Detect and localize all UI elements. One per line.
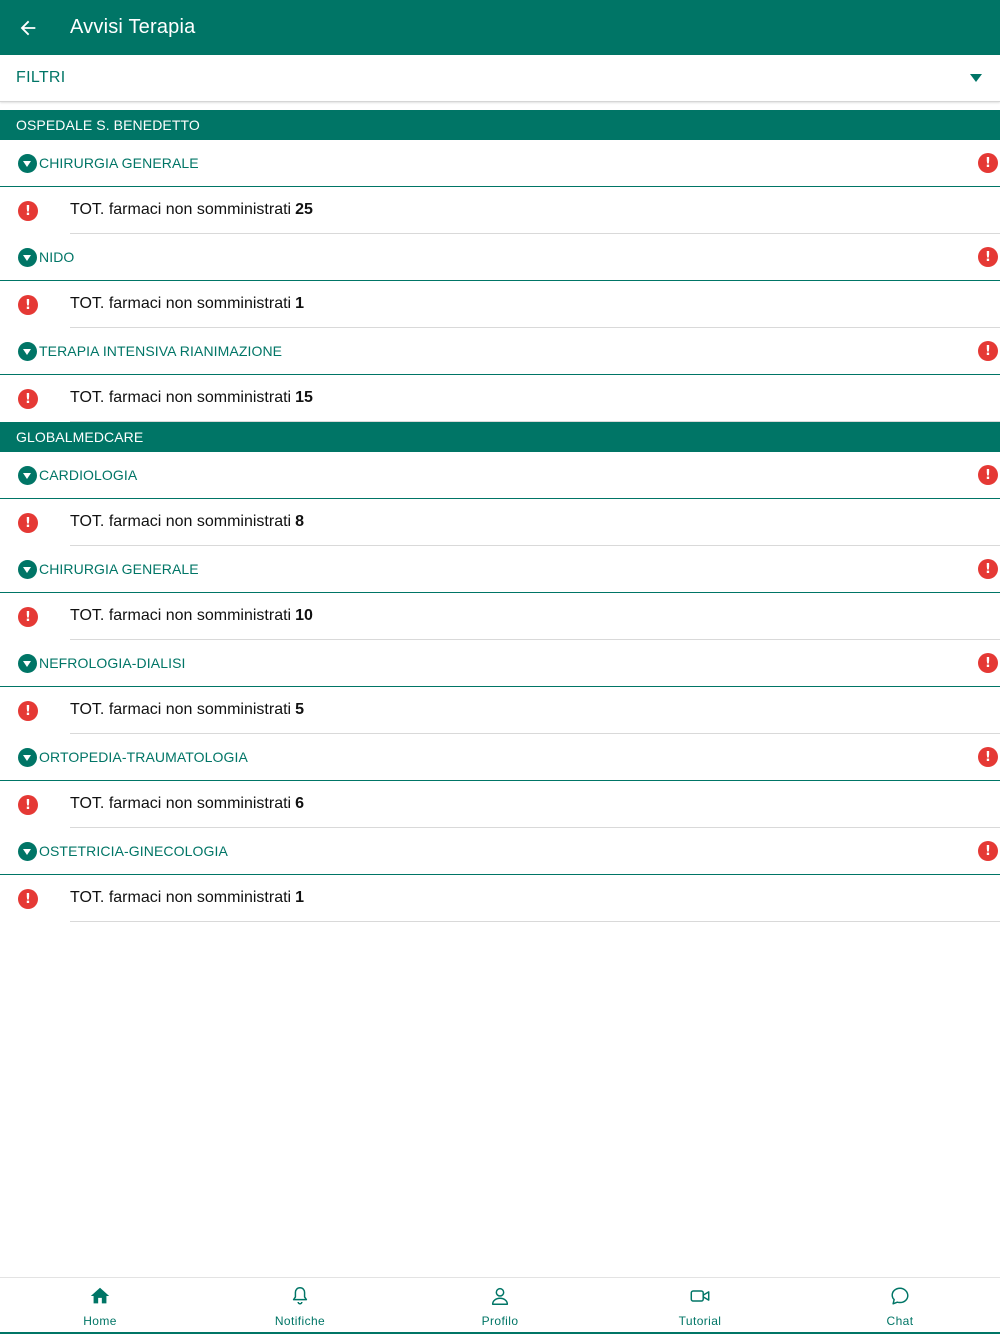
tab-label: Home	[83, 1313, 117, 1328]
tab-chat[interactable]	[800, 1278, 1000, 1332]
user-icon	[489, 1285, 511, 1312]
department-label-group	[18, 342, 282, 361]
missed-doses-count: 15	[295, 389, 313, 406]
expand-icon[interactable]	[18, 154, 37, 173]
tab-notifiche[interactable]	[200, 1278, 400, 1332]
alert-icon: !	[18, 513, 38, 533]
section-header: GLOBALMEDCARE	[0, 422, 1000, 452]
missed-doses-text	[70, 375, 1000, 422]
department-name: CHIRURGIA GENERALE	[39, 561, 199, 577]
alert-icon: !	[18, 607, 38, 627]
filters-label: FILTRI	[16, 69, 66, 86]
department-name: CARDIOLOGIA	[39, 467, 138, 483]
expand-icon[interactable]	[18, 842, 37, 861]
expand-icon[interactable]	[18, 466, 37, 485]
missed-doses-row[interactable]	[0, 281, 1000, 328]
department-row[interactable]	[0, 140, 1000, 187]
alert-icon: !	[978, 247, 998, 267]
alert-icon: !	[978, 153, 998, 173]
tab-label: Chat	[886, 1313, 914, 1328]
missed-doses-text	[70, 499, 1000, 546]
alert-icon: !	[18, 889, 38, 909]
video-icon	[689, 1285, 711, 1312]
missed-doses-count: 8	[295, 513, 304, 530]
missed-doses-count: 1	[295, 889, 304, 906]
alert-icon: !	[18, 701, 38, 721]
missed-doses-text	[70, 187, 1000, 234]
missed-doses-row[interactable]	[0, 781, 1000, 828]
filters-dropdown[interactable]	[0, 55, 1000, 102]
alert-icon: !	[18, 295, 38, 315]
department-label-group	[18, 842, 228, 861]
missed-doses-label: TOT. farmaci non somministrati	[70, 295, 292, 312]
alert-icon: !	[18, 795, 38, 815]
tab-label: Notifiche	[274, 1313, 326, 1328]
tab-label: Profilo	[481, 1313, 519, 1328]
alerts-list	[0, 110, 1000, 922]
expand-icon[interactable]	[18, 342, 37, 361]
missed-doses-label: TOT. farmaci non somministrati	[70, 889, 292, 906]
expand-icon[interactable]	[18, 654, 37, 673]
department-row[interactable]	[0, 452, 1000, 499]
missed-doses-count: 25	[295, 201, 313, 218]
missed-doses-count: 1	[295, 295, 304, 312]
missed-doses-row[interactable]	[0, 875, 1000, 922]
missed-doses-label: TOT. farmaci non somministrati	[70, 607, 292, 624]
missed-doses-text	[70, 687, 1000, 734]
missed-doses-row[interactable]	[0, 687, 1000, 734]
alert-icon: !	[978, 465, 998, 485]
bell-icon	[289, 1285, 311, 1312]
department-row[interactable]	[0, 828, 1000, 875]
arrow-left-icon	[17, 17, 39, 39]
missed-doses-count: 10	[295, 607, 313, 624]
tab-tutorial[interactable]	[600, 1278, 800, 1332]
missed-doses-row[interactable]	[0, 499, 1000, 546]
department-row[interactable]	[0, 234, 1000, 281]
tab-profilo[interactable]	[400, 1278, 600, 1332]
missed-doses-count: 6	[295, 795, 304, 812]
department-label-group	[18, 248, 74, 267]
missed-doses-label: TOT. farmaci non somministrati	[70, 795, 292, 812]
missed-doses-text	[70, 593, 1000, 640]
missed-doses-count: 5	[295, 701, 304, 718]
tab-home[interactable]	[0, 1278, 200, 1332]
alert-icon: !	[978, 841, 998, 861]
missed-doses-row[interactable]	[0, 593, 1000, 640]
department-name: CHIRURGIA GENERALE	[39, 155, 199, 171]
caret-down-icon	[970, 74, 982, 82]
alert-icon: !	[978, 653, 998, 673]
section-header: OSPEDALE S. BENEDETTO	[0, 110, 1000, 140]
department-row[interactable]	[0, 546, 1000, 593]
missed-doses-row[interactable]	[0, 187, 1000, 234]
department-label-group	[18, 560, 199, 579]
department-name: OSTETRICIA-GINECOLOGIA	[39, 843, 228, 859]
page-title: Avvisi Terapia	[70, 16, 196, 38]
department-label-group	[18, 466, 137, 485]
missed-doses-label: TOT. farmaci non somministrati	[70, 701, 292, 718]
back-button[interactable]	[0, 0, 56, 55]
department-name: NIDO	[39, 249, 75, 265]
missed-doses-text	[70, 875, 1000, 922]
missed-doses-text	[70, 281, 1000, 328]
expand-icon[interactable]	[18, 748, 37, 767]
alert-icon: !	[978, 747, 998, 767]
alert-icon: !	[978, 559, 998, 579]
department-row[interactable]	[0, 734, 1000, 781]
missed-doses-label: TOT. farmaci non somministrati	[70, 513, 292, 530]
department-row[interactable]	[0, 328, 1000, 375]
app-bar	[0, 0, 1000, 55]
department-label-group	[18, 654, 186, 673]
alert-icon: !	[18, 389, 38, 409]
expand-icon[interactable]	[18, 560, 37, 579]
department-label-group	[18, 154, 199, 173]
expand-icon[interactable]	[18, 248, 37, 267]
department-row[interactable]	[0, 640, 1000, 687]
missed-doses-text	[70, 781, 1000, 828]
missed-doses-label: TOT. farmaci non somministrati	[70, 201, 292, 218]
bottom-tab-bar	[0, 1277, 1000, 1334]
missed-doses-label: TOT. farmaci non somministrati	[70, 389, 292, 406]
department-label-group	[18, 748, 248, 767]
tab-label: Tutorial	[678, 1313, 722, 1328]
department-name: ORTOPEDIA-TRAUMATOLOGIA	[39, 749, 248, 765]
department-name: TERAPIA INTENSIVA RIANIMAZIONE	[39, 343, 283, 359]
chat-icon	[889, 1285, 911, 1312]
department-name: NEFROLOGIA-DIALISI	[39, 655, 186, 671]
home-icon	[89, 1285, 111, 1312]
missed-doses-row[interactable]	[0, 375, 1000, 422]
alert-icon: !	[978, 341, 998, 361]
alert-icon: !	[18, 201, 38, 221]
